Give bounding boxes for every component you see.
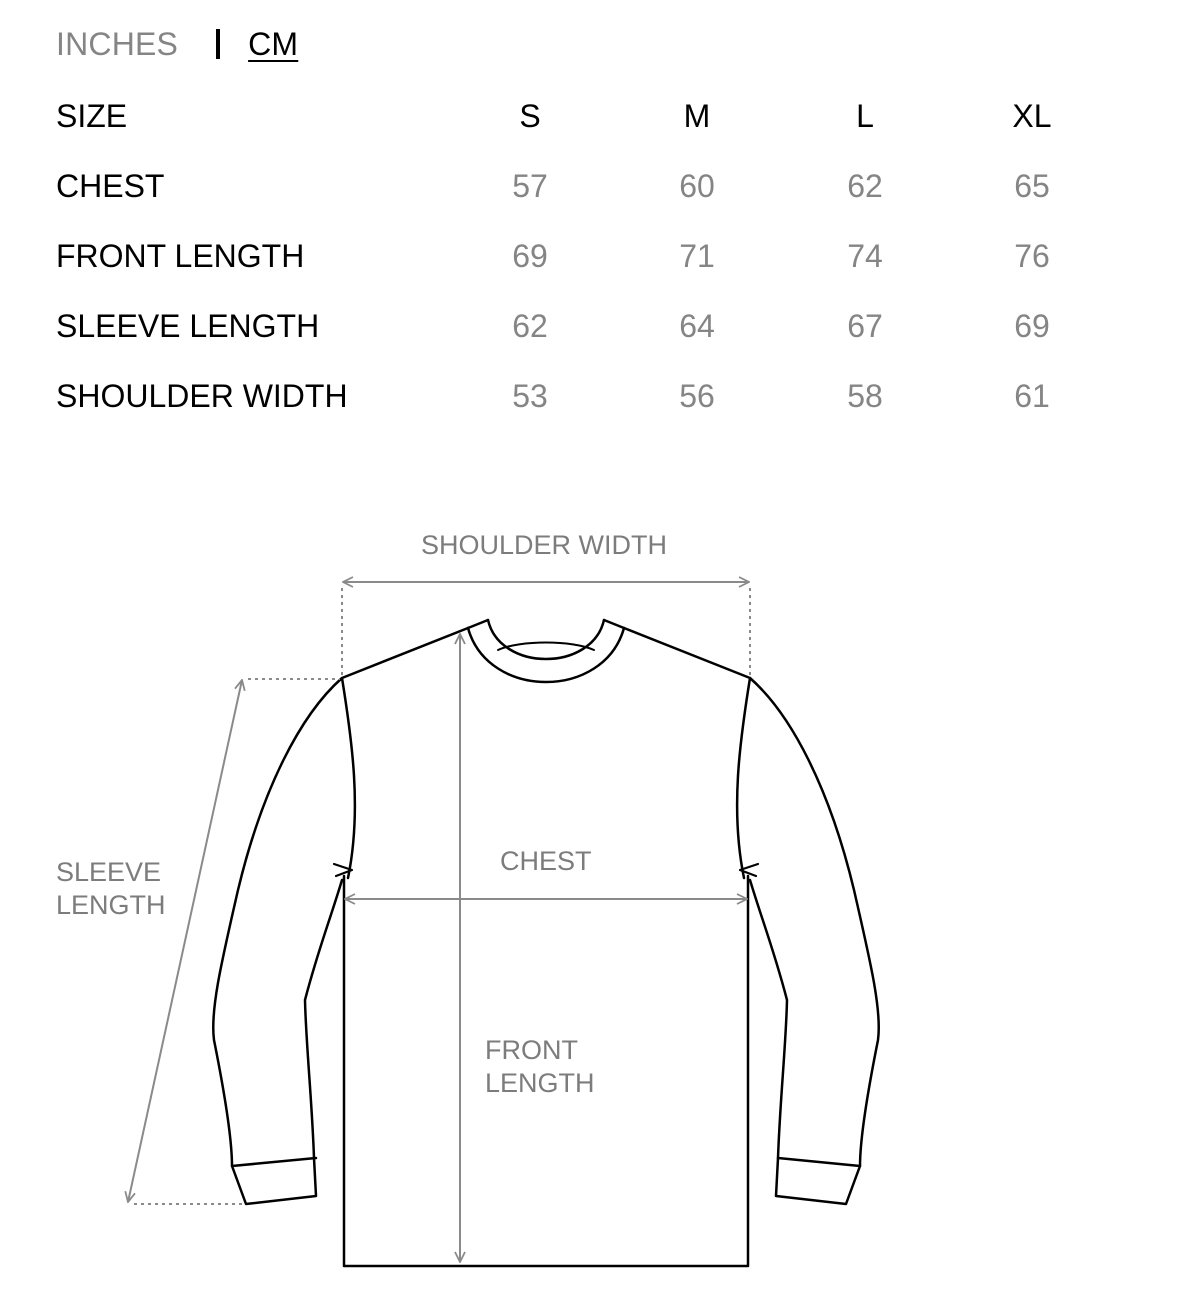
table-cell: 53 — [512, 378, 548, 414]
unit-inches-option[interactable]: INCHES — [56, 25, 179, 62]
front-length-label-line2: LENGTH — [485, 1068, 595, 1098]
chest-label: CHEST — [500, 846, 592, 876]
size-header-label: SIZE — [56, 98, 128, 134]
row-label: SHOULDER WIDTH — [56, 378, 348, 414]
size-column-header: M — [683, 98, 711, 134]
table-cell: 74 — [847, 238, 883, 274]
front-length-label-line1: FRONT — [485, 1035, 578, 1065]
table-cell: 67 — [847, 308, 883, 344]
shoulder-width-label: SHOULDER WIDTH — [421, 530, 668, 560]
measurement-guides — [128, 582, 750, 1262]
table-cell: 64 — [679, 308, 715, 344]
table-cell: 69 — [512, 238, 548, 274]
table-cell: 61 — [1014, 378, 1050, 414]
row-label: CHEST — [56, 168, 165, 204]
table-cell: 69 — [1014, 308, 1050, 344]
table-cell: 62 — [512, 308, 548, 344]
size-column-header: L — [856, 98, 874, 134]
table-cell: 58 — [847, 378, 883, 414]
table-cell: 57 — [512, 168, 548, 204]
table-cell: 71 — [679, 238, 715, 274]
sleeve-length-label-line1: SLEEVE — [56, 857, 162, 887]
sleeve-length-label-line2: LENGTH — [56, 890, 166, 920]
size-column-header: XL — [1012, 98, 1052, 134]
table-cell: 76 — [1014, 238, 1050, 274]
table-cell: 65 — [1014, 168, 1050, 204]
size-column-header: S — [519, 98, 541, 134]
unit-cm-option[interactable]: CM — [248, 25, 299, 62]
table-cell: 60 — [679, 168, 715, 204]
table-cell: 62 — [847, 168, 883, 204]
shirt-outline — [213, 620, 879, 1266]
row-label: FRONT LENGTH — [56, 238, 305, 274]
table-cell: 56 — [679, 378, 715, 414]
sleeve-length-arrow — [128, 680, 242, 1202]
row-label: SLEEVE LENGTH — [56, 308, 320, 344]
